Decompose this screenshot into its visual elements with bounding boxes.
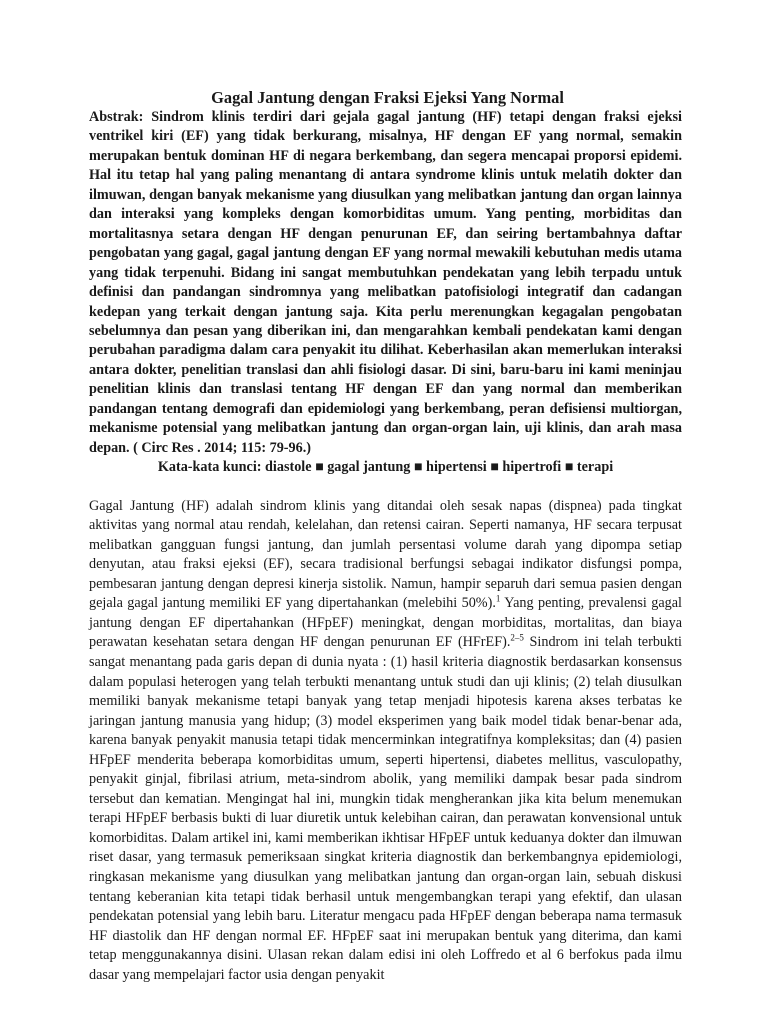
body-text-part-3: Sindrom ini telah terbukti sangat menantang pada garis depan di dunia nyata : (1) hasil kriteria diagnostik berdasarkan konsensus dalam populasi heterogen yang telah terbukti menantang untuk studi dan uji klinis; (2) telah diusulkan memiliki banyak mekanisme tetapi banyak yang tetap menjadi hipotesis karena akses terbatas ke jaringan jantung manusia yang hidup; (3) model eksperimen yang baik model tidak benar-benar ada, karena banyak penyakit manusia tetapi tidak mencerminkan integratifnya kompleksitas; dan (4) pasien HFpEF menderita beberapa komorbiditas umum, seperti hipertensi, diabetes mellitus, vasculopathy, penyakit ginjal, fibrilasi atrium, meta-sindrom abolik, yang memiliki dampak besar pada sindrom tersebut dan kematian. Mengingat hal ini, mungkin tidak mengherankan jika kita belum menemukan terapi HFpEF berbasis bukti di luar diuretik untuk kelebihan cairan, dan perawatan konvensional untuk komorbiditas. Dalam artikel ini, kami memberikan ikhtisar HFpEF untuk keduanya dokter dan ilmuwan riset dasar, yang termasuk pemeriksaan singkat kriteria diagnostik dan berkembangnya epidemiologi, ringkasan mekanisme yang diusulkan yang melibatkan jantung dan organ-organ lain, sebuah diskusi tentang keberanian kita tetapi tidak berhasil untuk mengembangkan terapi yang efektif, dan ulasan pendekatan potensial yang lebih baru. Literatur mengacu pada HFpEF dengan beberapa nama termasuk HF diastolik dan HF dengan normal EF. HFpEF saat ini merupakan bentuk yang diterima, dan kami tetap menggunakannya disini. Ulasan rekan dalam edisi ini oleh Loffredo et al 6 berfokus pada ilmu dasar yang mempelajari factor usia dengan penyakit <box>89 634 682 983</box>
keywords-line: Kata-kata kunci: diastole ■ gagal jantung ■ hipertensi ■ hipertrofi ■ terapi <box>157 459 614 476</box>
document-title: Gagal Jantung dengan Fraksi Ejeksi Yang Normal <box>211 88 564 107</box>
reference-superscript-2: 2–5 <box>510 632 524 643</box>
reference-superscript-1: 1 <box>495 593 501 604</box>
body-text-part-1: Gagal Jantung (HF) adalah sindrom klinis yang ditandai oleh sesak napas (dispnea) pada tingkat aktivitas yang normal atau rendah, kelelahan, dan retensi cairan. Seperti namanya, HF secara terpusat melibatkan gangguan fungsi jantung, dan jumlah persentasi volume darah yang dipompa setiap denyutan, atau fraksi ejeksi (EF), secara tradisional berfungsi sebagai indikator disfungsi pompa, pembesaran jantung dengan depresi kinerja sistolik. Namun, hampir separuh dari semua pasien dengan gejala gagal jantung memiliki EF yang dipertahankan (melebihi 50%). <box>89 497 682 612</box>
abstract-paragraph: Abstrak: Sindrom klinis terdiri dari gejala gagal jantung (HF) tetapi dengan fraksi ejeksi ventrikel kiri (EF) yang tidak berkurang, misalnya, HF dengan EF yang normal, semakin merupakan bentuk dominan HF di negara berkembang, dan segera mencapai proporsi epidemi. Hal itu tetap hal yang paling menantang di antara syndrome klinis untuk melatih dokter dan ilmuwan, dengan banyak mekanisme yang diusulkan yang melibatkan jantung dan organ lainnya dan interaksi yang kompleks dengan komorbiditas umum. Yang penting, morbiditas dan mortalitasnya setara dengan HF dengan penurunan EF, dan seiring bertambahnya daftar pengobatan yang gagal, gagal jantung dengan EF yang normal mewakili kebutuhan medis utama yang tidak terpenuhi. Bidang ini sangat membutuhkan pendekatan yang lebih terpadu untuk definisi dan pandangan sindromnya yang melibatkan patofisiologi integratif dan cadangan kedepan yang terkait dengan jantung saja. Kita perlu merenungkan kegagalan pengobatan sebelumnya dan pesan yang diberikan ini, dan mengarahkan kembali pendekatan kami dengan perubahan paradigma dalam cara penyakit itu dilihat. Keberhasilan akan memerlukan interaksi antara dokter, penelitian translasi dan ahli fisiologi dasar. Di sini, baru-baru ini kami meninjau penelitian klinis dan translasi tentang HF dengan EF dan yang normal dan memberikan pandangan tentang demografi dan epidemiologi yang berkembang, peran defisiensi multiorgan, mekanisme potensial yang melibatkan jantung dan organ-organ lain, uji klinis, dan arah masa depan. ( Circ Res . 2014; 115: 79-96.) <box>89 109 682 456</box>
body-paragraph <box>89 497 682 986</box>
body-text-part-2: Yang penting, prevalensi gagal jantung dengan EF dipertahankan (HFpEF) meningkat, dengan morbiditas, mortalitas, dan biaya perawatan kesehatan setara dengan HF dengan penurunan EF (HFrEF). <box>89 595 682 651</box>
